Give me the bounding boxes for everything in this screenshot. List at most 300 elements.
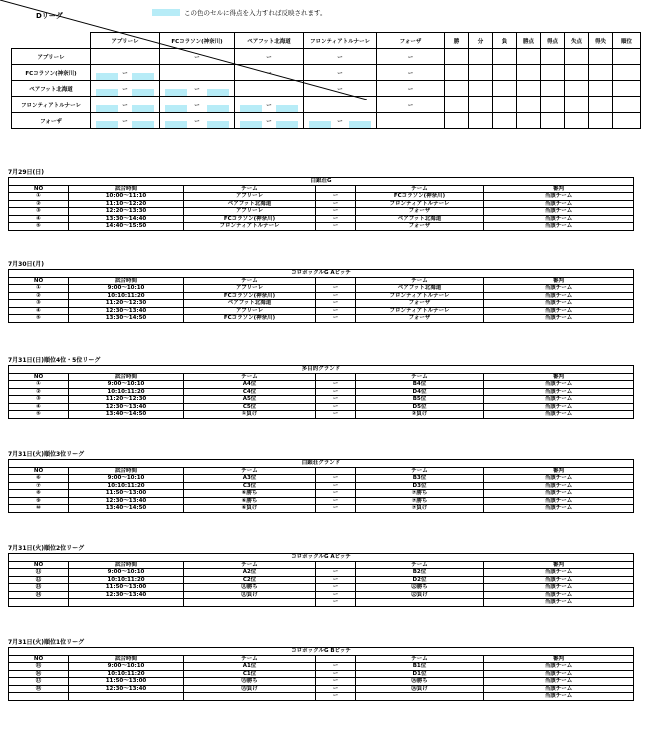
match-row xyxy=(9,208,634,216)
match-home: ペアフット北海道 xyxy=(184,200,316,208)
league-row xyxy=(12,81,641,97)
match-time: 9:00～10:10 xyxy=(69,285,184,293)
match-row xyxy=(9,584,634,592)
match-vs: ー xyxy=(316,315,356,323)
match-away xyxy=(356,599,484,607)
match-away: フロンティアトルナーレ xyxy=(356,292,484,300)
match-home: アプリーレ xyxy=(184,307,316,315)
match-ref: 当該チーム xyxy=(484,591,634,599)
match-vs: ー xyxy=(316,670,356,678)
match-home: FCコラソン(神奈川) xyxy=(184,315,316,323)
stat-cell xyxy=(589,65,613,81)
stat-cell xyxy=(517,81,541,97)
score-input-away[interactable] xyxy=(276,105,298,112)
match-no: ⑤ xyxy=(9,411,69,419)
match-time: 11:50～13:00 xyxy=(69,678,184,686)
league-row xyxy=(12,97,641,113)
col-team: チーム xyxy=(184,561,316,569)
col-vs xyxy=(316,467,356,475)
match-row xyxy=(9,670,634,678)
match-no: ⑩ xyxy=(9,505,69,513)
col-team: チーム xyxy=(356,185,484,193)
stat-cell xyxy=(445,65,469,81)
schedule-table xyxy=(8,647,634,701)
col-team: チーム xyxy=(184,185,316,193)
col-no: NO xyxy=(9,561,69,569)
score-input-away[interactable] xyxy=(132,73,154,80)
match-time: 9:00～10:10 xyxy=(69,475,184,483)
match-home: ⑪勝ち xyxy=(184,584,316,592)
match-away: D2位 xyxy=(356,576,484,584)
stat-cell xyxy=(565,81,589,97)
league-row-team: フロンティアトルナーレ xyxy=(12,97,91,113)
match-home: ⑥勝ち xyxy=(184,490,316,498)
match-home: A3位 xyxy=(184,475,316,483)
stat-cell xyxy=(541,97,565,113)
match-ref: 当該チーム xyxy=(484,285,634,293)
match-vs: ー xyxy=(316,292,356,300)
match-row xyxy=(9,285,634,293)
header-cell: フォーザ xyxy=(377,33,445,49)
score-cell[interactable] xyxy=(304,113,377,129)
match-no: ⑬ xyxy=(9,584,69,592)
match-home: ⑪負け xyxy=(184,591,316,599)
match-vs: ー xyxy=(316,475,356,483)
score-input-home[interactable] xyxy=(96,89,118,96)
score-input-away[interactable] xyxy=(349,121,371,128)
match-row xyxy=(9,591,634,599)
match-ref: 当該チーム xyxy=(484,569,634,577)
match-ref: 当該チーム xyxy=(484,307,634,315)
col-vs xyxy=(316,277,356,285)
score-cell xyxy=(235,49,304,65)
score-input-away[interactable] xyxy=(276,121,298,128)
stat-cell xyxy=(469,49,493,65)
match-no: ③ xyxy=(9,208,69,216)
match-away: フォーザ xyxy=(356,208,484,216)
match-home: ⑮負け xyxy=(184,685,316,693)
match-no: ⑧ xyxy=(9,490,69,498)
match-row xyxy=(9,569,634,577)
match-time: 12:30～13:40 xyxy=(69,403,184,411)
schedule-header-row xyxy=(9,467,634,475)
match-no: ④ xyxy=(9,403,69,411)
stat-cell xyxy=(517,97,541,113)
match-no: ② xyxy=(9,292,69,300)
score-input-home[interactable] xyxy=(165,121,187,128)
match-row xyxy=(9,193,634,201)
match-vs: ー xyxy=(316,215,356,223)
stat-cell xyxy=(469,97,493,113)
match-row xyxy=(9,490,634,498)
match-vs: ー xyxy=(316,411,356,419)
col-team: チーム xyxy=(184,277,316,285)
match-home: C5位 xyxy=(184,403,316,411)
match-away: フォーザ xyxy=(356,315,484,323)
stat-cell xyxy=(445,113,469,129)
col-team: チーム xyxy=(184,655,316,663)
match-time: 12:30～13:40 xyxy=(69,497,184,505)
corner-cell xyxy=(12,33,91,49)
match-home: ペアフット北海道 xyxy=(184,300,316,308)
col-team: チーム xyxy=(184,467,316,475)
schedule-header-row xyxy=(9,373,634,381)
score-dash: ー xyxy=(337,54,343,61)
score-cell[interactable] xyxy=(160,113,235,129)
match-vs: ー xyxy=(316,223,356,231)
match-home: C2位 xyxy=(184,576,316,584)
match-no: ⑪ xyxy=(9,569,69,577)
match-row xyxy=(9,300,634,308)
match-home: アプリーレ xyxy=(184,285,316,293)
schedule-table xyxy=(8,177,634,231)
schedule-header-row xyxy=(9,277,634,285)
match-vs: ー xyxy=(316,497,356,505)
match-no: ⑫ xyxy=(9,576,69,584)
match-away: FCコラソン(神奈川) xyxy=(356,193,484,201)
header-cell: フロンティアトルナーレ xyxy=(304,33,377,49)
score-input-home[interactable] xyxy=(96,121,118,128)
match-row xyxy=(9,475,634,483)
score-dash: ー xyxy=(337,118,343,125)
score-cell[interactable] xyxy=(91,113,160,129)
score-cell xyxy=(377,81,445,97)
match-away xyxy=(356,693,484,701)
league-row-team: フォーザ xyxy=(12,113,91,129)
score-input-home[interactable] xyxy=(165,89,187,96)
match-away: B4位 xyxy=(356,381,484,389)
col-team: チーム xyxy=(356,655,484,663)
score-input-home[interactable] xyxy=(309,121,331,128)
match-vs: ー xyxy=(316,193,356,201)
match-time: 9:00～10:10 xyxy=(69,381,184,389)
venue-row xyxy=(9,554,634,562)
match-no: ⑤ xyxy=(9,315,69,323)
match-home: FCコラソン(神奈川) xyxy=(184,215,316,223)
header-cell: 負 xyxy=(493,33,517,49)
match-no: ① xyxy=(9,285,69,293)
section-date: 7月29日(日) xyxy=(8,169,45,176)
stat-cell xyxy=(517,49,541,65)
match-time: 12:30～13:40 xyxy=(69,591,184,599)
stat-cell xyxy=(469,81,493,97)
match-away: ②負け xyxy=(356,411,484,419)
match-away: ⑫負け xyxy=(356,591,484,599)
score-cell[interactable] xyxy=(160,97,235,113)
stat-cell xyxy=(493,65,517,81)
score-dash: ー xyxy=(194,54,200,61)
score-input-away[interactable] xyxy=(132,105,154,112)
match-home xyxy=(184,599,316,607)
col-ref: 審判 xyxy=(484,277,634,285)
match-vs: ー xyxy=(316,307,356,315)
header-cell: アプリーレ xyxy=(91,33,160,49)
match-row xyxy=(9,315,634,323)
schedule-table xyxy=(8,459,634,513)
match-no: ⑰ xyxy=(9,678,69,686)
match-time: 10:10:11:20 xyxy=(69,388,184,396)
match-ref: 当該チーム xyxy=(484,208,634,216)
stat-cell xyxy=(589,113,613,129)
score-dash: ー xyxy=(194,102,200,109)
score-cell xyxy=(377,65,445,81)
league-row xyxy=(12,65,641,81)
venue-name: 白銀荘グランド xyxy=(9,460,634,468)
score-dash: ー xyxy=(266,102,272,109)
match-vs: ー xyxy=(316,300,356,308)
stat-cell xyxy=(613,97,641,113)
match-vs: ー xyxy=(316,200,356,208)
match-vs: ー xyxy=(316,490,356,498)
match-ref: 当該チーム xyxy=(484,223,634,231)
stat-cell xyxy=(445,49,469,65)
match-row xyxy=(9,388,634,396)
match-time xyxy=(69,693,184,701)
score-cell[interactable] xyxy=(235,97,304,113)
match-no: ③ xyxy=(9,300,69,308)
score-input-away[interactable] xyxy=(207,105,229,112)
venue-name: コロポックルG Aピッチ xyxy=(9,270,634,278)
match-time: 10:10:11:20 xyxy=(69,576,184,584)
stat-cell xyxy=(565,65,589,81)
col-ref: 審判 xyxy=(484,467,634,475)
match-vs: ー xyxy=(316,396,356,404)
score-dash: ー xyxy=(407,54,414,61)
match-away: ⑦勝ち xyxy=(356,497,484,505)
match-away: フロンティアトルナーレ xyxy=(356,307,484,315)
venue-name: コロポックルG Aピッチ xyxy=(9,554,634,562)
match-row xyxy=(9,693,634,701)
score-cell xyxy=(377,49,445,65)
score-dash: ー xyxy=(266,54,272,61)
match-row xyxy=(9,599,634,607)
match-home: アプリーレ xyxy=(184,193,316,201)
section-date: 7月31日(火)順位1位リーグ xyxy=(8,639,85,646)
match-time: 10:10:11:20 xyxy=(69,482,184,490)
match-away: B1位 xyxy=(356,663,484,671)
match-time: 13:40～14:50 xyxy=(69,411,184,419)
league-row xyxy=(12,113,641,129)
col-team: チーム xyxy=(356,373,484,381)
match-ref: 当該チーム xyxy=(484,193,634,201)
match-away: ⑯負け xyxy=(356,685,484,693)
score-dash: ー xyxy=(122,102,128,109)
schedule-table xyxy=(8,365,634,419)
match-row xyxy=(9,482,634,490)
match-vs: ー xyxy=(316,599,356,607)
col-no: NO xyxy=(9,277,69,285)
match-no: ⑱ xyxy=(9,685,69,693)
legend xyxy=(152,8,326,17)
header-cell: 得点 xyxy=(541,33,565,49)
score-input-home[interactable] xyxy=(240,121,262,128)
match-away: フロンティアトルナーレ xyxy=(356,200,484,208)
schedule-section xyxy=(8,167,633,231)
section-date: 7月31日(火)順位2位リーグ xyxy=(8,545,85,552)
match-away: B5位 xyxy=(356,396,484,404)
match-home: C4位 xyxy=(184,388,316,396)
match-row xyxy=(9,215,634,223)
match-ref: 当該チーム xyxy=(484,388,634,396)
match-ref: 当該チーム xyxy=(484,396,634,404)
match-no: ② xyxy=(9,200,69,208)
match-vs: ー xyxy=(316,591,356,599)
match-ref: 当該チーム xyxy=(484,663,634,671)
stat-cell xyxy=(493,113,517,129)
match-time: 13:40～14:50 xyxy=(69,505,184,513)
score-dash: ー xyxy=(266,70,272,77)
col-team: チーム xyxy=(356,561,484,569)
match-ref: 当該チーム xyxy=(484,599,634,607)
venue-name: コロポックルG Bピッチ xyxy=(9,648,634,656)
col-ref: 審判 xyxy=(484,655,634,663)
score-dash: ー xyxy=(407,70,414,77)
match-vs: ー xyxy=(316,208,356,216)
score-dash: ー xyxy=(407,102,414,109)
score-cell xyxy=(160,49,235,65)
col-no: NO xyxy=(9,185,69,193)
score-input-home[interactable] xyxy=(240,105,262,112)
match-no: ⑯ xyxy=(9,670,69,678)
schedule-section xyxy=(8,543,633,607)
col-time: 試合時間 xyxy=(69,185,184,193)
score-cell[interactable] xyxy=(235,113,304,129)
match-time: 10:10:11:20 xyxy=(69,670,184,678)
league-row-team: FCコラソン(神奈川) xyxy=(12,65,91,81)
stat-cell xyxy=(445,81,469,97)
col-vs xyxy=(316,561,356,569)
match-no: ⑦ xyxy=(9,482,69,490)
match-time: 14:40～15:50 xyxy=(69,223,184,231)
score-cell xyxy=(377,97,445,113)
match-away: フォーザ xyxy=(356,300,484,308)
match-row xyxy=(9,381,634,389)
score-cell[interactable] xyxy=(91,65,160,81)
match-home xyxy=(184,693,316,701)
stat-cell xyxy=(565,49,589,65)
stat-cell xyxy=(445,97,469,113)
match-ref: 当該チーム xyxy=(484,475,634,483)
score-cell xyxy=(304,49,377,65)
section-date: 7月30日(月) xyxy=(8,261,45,268)
schedule-table xyxy=(8,269,634,323)
stat-cell xyxy=(613,81,641,97)
match-away: ⑦負け xyxy=(356,505,484,513)
score-input-away[interactable] xyxy=(132,89,154,96)
col-ref: 審判 xyxy=(484,185,634,193)
venue-row xyxy=(9,178,634,186)
match-row xyxy=(9,292,634,300)
score-dash: ー xyxy=(337,86,343,93)
match-row xyxy=(9,411,634,419)
stat-cell xyxy=(493,81,517,97)
score-cell[interactable] xyxy=(91,97,160,113)
match-vs: ー xyxy=(316,678,356,686)
score-cell xyxy=(160,65,235,81)
col-ref: 審判 xyxy=(484,561,634,569)
score-input-away[interactable] xyxy=(207,121,229,128)
legend-text: この色のセルに得点を入力すれば反映されます。 xyxy=(184,9,327,17)
score-dash: ー xyxy=(122,118,128,125)
match-ref: 当該チーム xyxy=(484,411,634,419)
match-ref: 当該チーム xyxy=(484,693,634,701)
match-no: ④ xyxy=(9,215,69,223)
match-no: ② xyxy=(9,388,69,396)
score-cell[interactable] xyxy=(160,81,235,97)
match-away: ⑯勝ち xyxy=(356,678,484,686)
match-ref: 当該チーム xyxy=(484,497,634,505)
match-row xyxy=(9,396,634,404)
score-input-home[interactable] xyxy=(96,105,118,112)
match-time: 9:00～10:10 xyxy=(69,569,184,577)
match-time: 13:30～14:50 xyxy=(69,315,184,323)
match-vs: ー xyxy=(316,576,356,584)
stat-cell xyxy=(565,97,589,113)
league-title: Dリーグ xyxy=(36,12,63,20)
stat-cell xyxy=(469,113,493,129)
match-ref: 当該チーム xyxy=(484,482,634,490)
match-vs: ー xyxy=(316,569,356,577)
stat-cell xyxy=(613,113,641,129)
match-no: ⑨ xyxy=(9,497,69,505)
stat-cell xyxy=(517,65,541,81)
match-row xyxy=(9,505,634,513)
match-no: ⑥ xyxy=(9,475,69,483)
venue-row xyxy=(9,270,634,278)
score-input-home[interactable] xyxy=(165,105,187,112)
match-ref: 当該チーム xyxy=(484,678,634,686)
match-home: C3位 xyxy=(184,482,316,490)
score-dash: ー xyxy=(407,86,414,93)
match-home: C1位 xyxy=(184,670,316,678)
score-cell[interactable] xyxy=(91,81,160,97)
match-home: ⑮勝ち xyxy=(184,678,316,686)
header-cell: 分 xyxy=(469,33,493,49)
stat-cell xyxy=(469,65,493,81)
schedule-section xyxy=(8,637,633,701)
match-row xyxy=(9,403,634,411)
stat-cell xyxy=(613,65,641,81)
match-row xyxy=(9,497,634,505)
match-ref: 当該チーム xyxy=(484,315,634,323)
score-dash: ー xyxy=(122,86,128,93)
schedule-section xyxy=(8,355,633,419)
col-vs xyxy=(316,185,356,193)
match-ref: 当該チーム xyxy=(484,505,634,513)
col-time: 試合時間 xyxy=(69,467,184,475)
header-cell: ペアフット北海道 xyxy=(235,33,304,49)
match-time: 9:00～10:10 xyxy=(69,663,184,671)
match-away: ⑫勝ち xyxy=(356,584,484,592)
score-dash: ー xyxy=(337,70,343,77)
score-cell xyxy=(91,49,160,65)
stat-cell xyxy=(541,65,565,81)
stat-cell xyxy=(493,97,517,113)
match-time: 12:30～13:40 xyxy=(69,307,184,315)
score-input-home[interactable] xyxy=(96,73,118,80)
match-away: フォーザ xyxy=(356,223,484,231)
score-cell xyxy=(235,81,304,97)
score-cell xyxy=(235,65,304,81)
header-cell: 勝 xyxy=(445,33,469,49)
score-input-away[interactable] xyxy=(132,121,154,128)
header-cell: 得失 xyxy=(589,33,613,49)
match-home: A1位 xyxy=(184,663,316,671)
league-row-team: アプリーレ xyxy=(12,49,91,65)
venue-row xyxy=(9,648,634,656)
col-no: NO xyxy=(9,655,69,663)
score-input-away[interactable] xyxy=(207,89,229,96)
